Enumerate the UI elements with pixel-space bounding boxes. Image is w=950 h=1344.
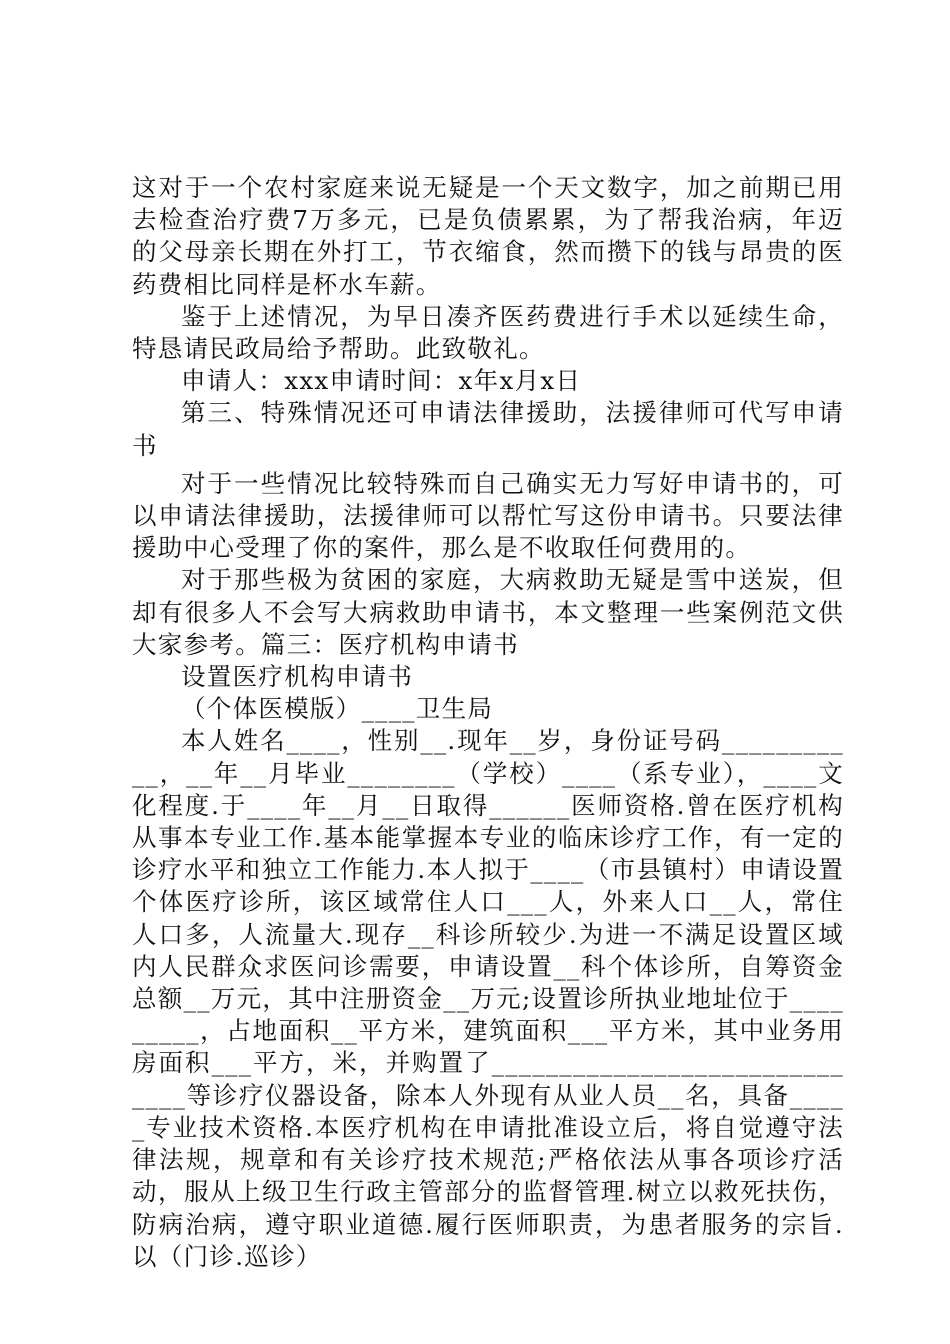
paragraph-form-body: 本人姓名____，性别__.现年__岁，身份证号码___________，__年__月毕业________（学校）____（系专业），____文化程度.于____年__月__日取得______医师资格.曾在医疗机构从事本专业工作.基本能掌握本专业的临床诊疗工作，有一定的诊疗水平和独立工作能力.本人拟于____（市县镇村）申请设置个体医疗诊所，该区域常住人口___人，外来人口__人，常住人口多，人流量大.现存__科诊所较少.为进一不满足设置区域内人民群众求医问诊需要，申请设置__科个体诊所，自筹资金总额__万元，其中注册资金__万元;设置诊所执业地址位于_________，占地面积__平方米，建筑面积___平方米，其中业务用房面积___平方，米，并购置了______________________________等诊疗仪器设备，除本人外现有从业人员__名，具备_____专业技术资格.本医疗机构在申请批准设立后，将自觉遵守法律法规，规章和有关诊疗技术规范;严格依法从事各项诊疗活动，服从上级卫生行政主管部分的监督管理.树立以救死扶伤，防病治病，遵守职业道德.履行医师职责，为患者服务的宗旨.以（门诊.巡诊） — [132, 726, 844, 1271]
paragraph-request: 鉴于上述情况，为早日凑齐医药费进行手术以延续生命，特恳请民政局给予帮助。此致敬礼。 — [132, 301, 844, 364]
paragraph-continuation: 这对于一个农村家庭来说无疑是一个天文数字，加之前期已用去检查治疗费7万多元，已是负债累累，为了帮我治病，年迈的父母亲长期在外打工，节衣缩食，然而攒下的钱与昂贵的医药费相比同样是杯水车薪。 — [132, 173, 844, 299]
paragraph-form-title: 设置医疗机构申请书 — [181, 662, 414, 692]
document-body — [132, 172, 844, 1273]
paragraph-poor-families: 对于那些极为贫困的家庭，大病救助无疑是雪中送炭，但却有很多人不会写大病救助申请书，本文整理一些案例范文供大家参考。篇三：医疗机构申请书 — [132, 565, 844, 659]
paragraph-legal-aid: 对于一些情况比较特殊而自己确实无力写好申请书的，可以申请法律援助，法援律师可以帮忙写这份申请书。只要法律援助中心受理了你的案件，那么是不收取任何费用的。 — [132, 468, 844, 563]
paragraph-applicant-line: 申请人：xxx申请时间：x年x月x日 — [181, 366, 582, 396]
paragraph-form-subtitle: （个体医模版）____卫生局 — [181, 694, 494, 724]
paragraph-section-three-heading: 第三、特殊情况还可申请法律援助，法援律师可代写申请书 — [132, 398, 844, 460]
